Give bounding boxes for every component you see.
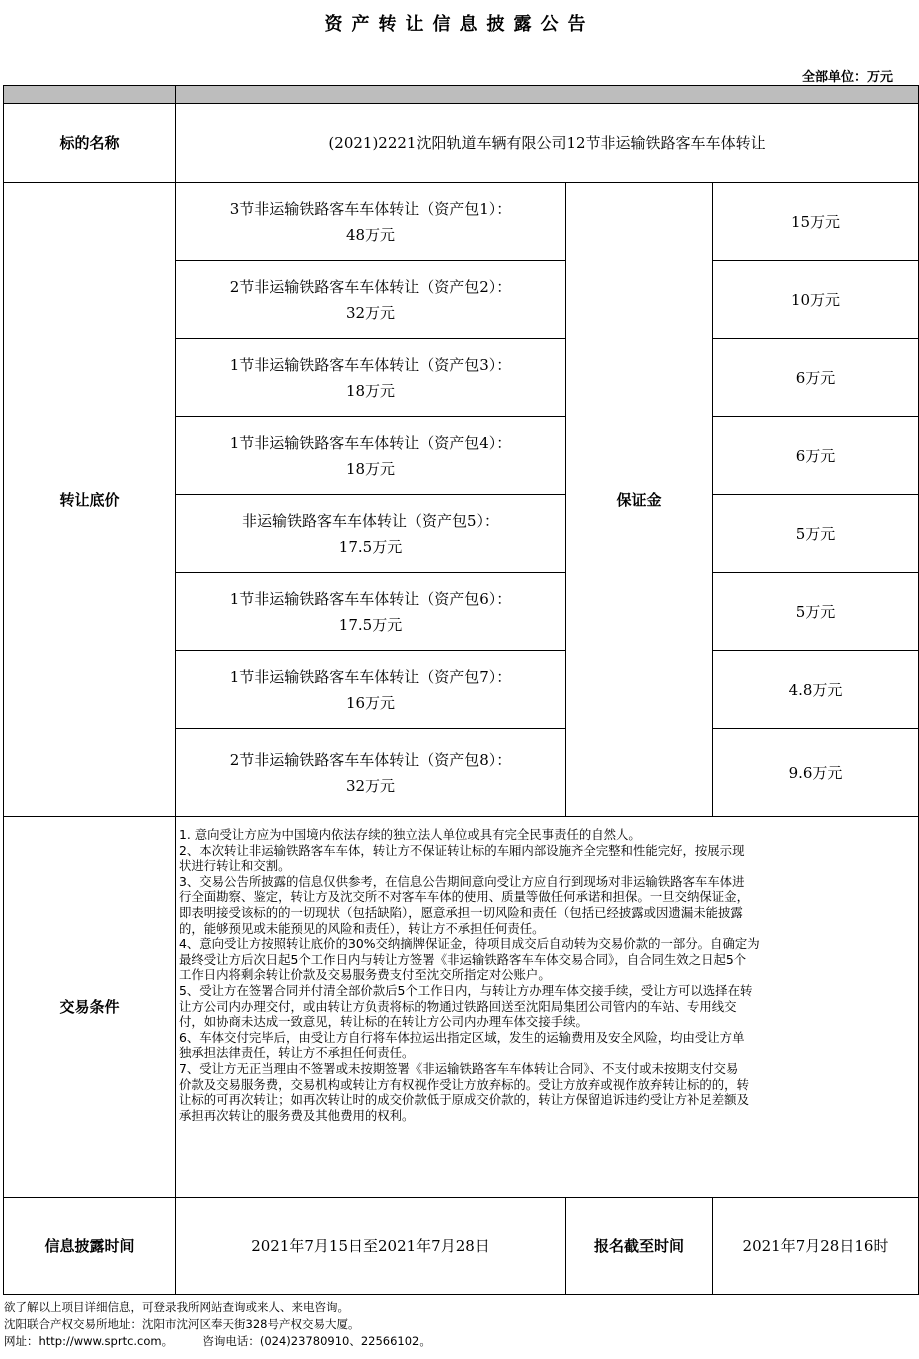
page-title: 资产转让信息披露公告	[324, 14, 595, 35]
condition-line: 让标的可再次转让；如再次转让时的成交价款低于原成交价款的，转让方保留追诉违约受让方补足差额及	[179, 1092, 749, 1108]
condition-line: 1. 意向受让方应为中国境内依法存续的独立法人单位或具有完全民事责任的自然人。	[179, 827, 641, 842]
subject-value: (2021)2221沈阳轨道车辆有限公司12节非运输铁路客车车体转让	[175, 103, 918, 182]
package-name: 1节非运输铁路客车车体转让（资产包6）：	[229, 589, 512, 608]
package-name: 1节非运输铁路客车车体转让（资产包7）：	[229, 667, 512, 686]
conditions-label: 交易条件	[3, 816, 175, 1197]
package-name: 3节非运输铁路客车车体转让（资产包1）：	[229, 199, 512, 218]
footer-line-2: 沈阳联合产权交易所地址：沈阳市沈河区奉天街328号产权交易大厦。	[4, 1317, 360, 1331]
condition-line: 状进行转让和交割。	[179, 858, 291, 874]
package-price: 18万元	[345, 459, 396, 478]
package-row-7	[175, 650, 565, 728]
price-label: 转让底价	[3, 182, 175, 816]
package-deposit-4: 6万元	[712, 416, 918, 494]
condition-line: 付，如协商未达成一致意见，转让标的在转让方公司内办理车体交接手续。	[179, 1014, 588, 1030]
footer	[4, 1299, 431, 1350]
condition-line: 价款及交易服务费，交易机构或转让方有权视作受让方放弃标的。受让方放弃或视作放弃转让标的的，转	[179, 1076, 749, 1092]
package-row-5	[175, 494, 565, 572]
condition-line: 让方公司内办理交付，或由转让方负责将标的物通过铁路回送至沈阳局集团公司管内的车站、专用线交	[179, 998, 737, 1014]
package-row-4	[175, 416, 565, 494]
package-deposit-2: 10万元	[712, 260, 918, 338]
package-price: 16万元	[345, 693, 396, 712]
condition-line: 的，能够预见或未能预见的风险和责任），转让方不承担任何责任。	[179, 920, 545, 936]
package-name: 1节非运输铁路客车车体转让（资产包3）：	[229, 355, 512, 374]
package-price: 17.5万元	[338, 615, 403, 634]
package-row-2	[175, 260, 565, 338]
package-price: 48万元	[345, 225, 396, 244]
package-deposit-1: 15万元	[712, 182, 918, 260]
disclosure-value: 2021年7月15日至2021年7月28日	[175, 1197, 565, 1294]
header-cell-left	[3, 85, 175, 103]
condition-line: 4、意向受让方按照转让底价的30%交纳摘牌保证金，待项目成交后自动转为交易价款的一部分。自确定为	[179, 936, 760, 952]
disclosure-label: 信息披露时间	[3, 1197, 175, 1294]
condition-line: 2、本次转让非运输铁路客车车体，转让方不保证转让标的车厢内部设施齐全完整和性能完好，按展示现	[179, 842, 745, 858]
package-name: 非运输铁路客车车体转让（资产包5）：	[241, 511, 500, 530]
package-name: 2节非运输铁路客车车体转让（资产包8）：	[229, 750, 512, 769]
footer-line-3	[4, 1333, 431, 1350]
condition-line: 6、车体交付完毕后，由受让方自行将车体拉运出指定区域，发生的运输费用及安全风险，均由受让方单	[179, 1029, 745, 1045]
condition-line: 行全面勘察、鉴定，转让方及沈交所不对客车车体的使用、质量等做任何承诺和担保。一旦交纳保证金，	[179, 889, 749, 905]
footer-line-1: 欲了解以上项目详细信息，可登录我所网站查询或来人、来电咨询。	[4, 1300, 349, 1314]
package-deposit-7: 4.8万元	[712, 650, 918, 728]
subject-label: 标的名称	[3, 103, 175, 182]
deadline-value: 2021年7月28日16时	[712, 1197, 918, 1294]
condition-line: 5、受让方在签署合同并付清全部价款后5个工作日内，与转让方办理车体交接手续，受让方可以选择在转	[179, 982, 753, 998]
deposit-label: 保证金	[565, 182, 712, 816]
package-price: 32万元	[345, 303, 396, 322]
package-price: 18万元	[345, 381, 396, 400]
package-deposit-3: 6万元	[712, 338, 918, 416]
deadline-label: 报名截至时间	[565, 1197, 712, 1294]
package-row-8	[175, 728, 565, 816]
condition-line: 最终受让方后次日起5个工作日内与转让方签署《非运输铁路客车车体交易合同》，自合同生效之日起5个	[179, 951, 747, 967]
package-row-6	[175, 572, 565, 650]
package-row-1	[175, 182, 565, 260]
footer-phone: 咨询电话：(024)23780910、22566102。	[202, 1334, 431, 1348]
package-row-3	[175, 338, 565, 416]
condition-line: 3、交易公告所披露的信息仅供参考，在信息公告期间意向受让方应自行到现场对非运输铁路客车车体进	[179, 873, 745, 889]
package-deposit-6: 5万元	[712, 572, 918, 650]
package-price: 17.5万元	[338, 537, 403, 556]
conditions-text	[175, 816, 918, 1197]
package-deposit-5: 5万元	[712, 494, 918, 572]
condition-line: 承担再次转让的服务费及其他费用的权利。	[179, 1107, 415, 1123]
condition-line: 7、受让方无正当理由不签署或未按期签署《非运输铁路客车车体转让合同》、不支付或未按期支付交易	[179, 1060, 739, 1076]
package-name: 2节非运输铁路客车车体转让（资产包2）：	[229, 277, 512, 296]
disclosure-table	[3, 85, 919, 1295]
package-price: 32万元	[345, 776, 396, 795]
package-name: 1节非运输铁路客车车体转让（资产包4）：	[229, 433, 512, 452]
unit-note: 全部单位：万元	[801, 70, 893, 85]
condition-line: 工作日内将剩余转让价款及交易服务费支付至沈交所指定对公账户。	[179, 967, 551, 983]
header-cell-right	[175, 85, 918, 103]
footer-website[interactable]: 网址：http://www.sprtc.com。	[4, 1334, 174, 1348]
condition-line: 独承担法律责任，转让方不承担任何责任。	[179, 1045, 415, 1061]
package-deposit-8: 9.6万元	[712, 728, 918, 816]
condition-line: 即表明接受该标的的一切现状（包括缺陷），愿意承担一切风险和责任（包括已经披露或因遗漏未能披露	[179, 904, 743, 920]
